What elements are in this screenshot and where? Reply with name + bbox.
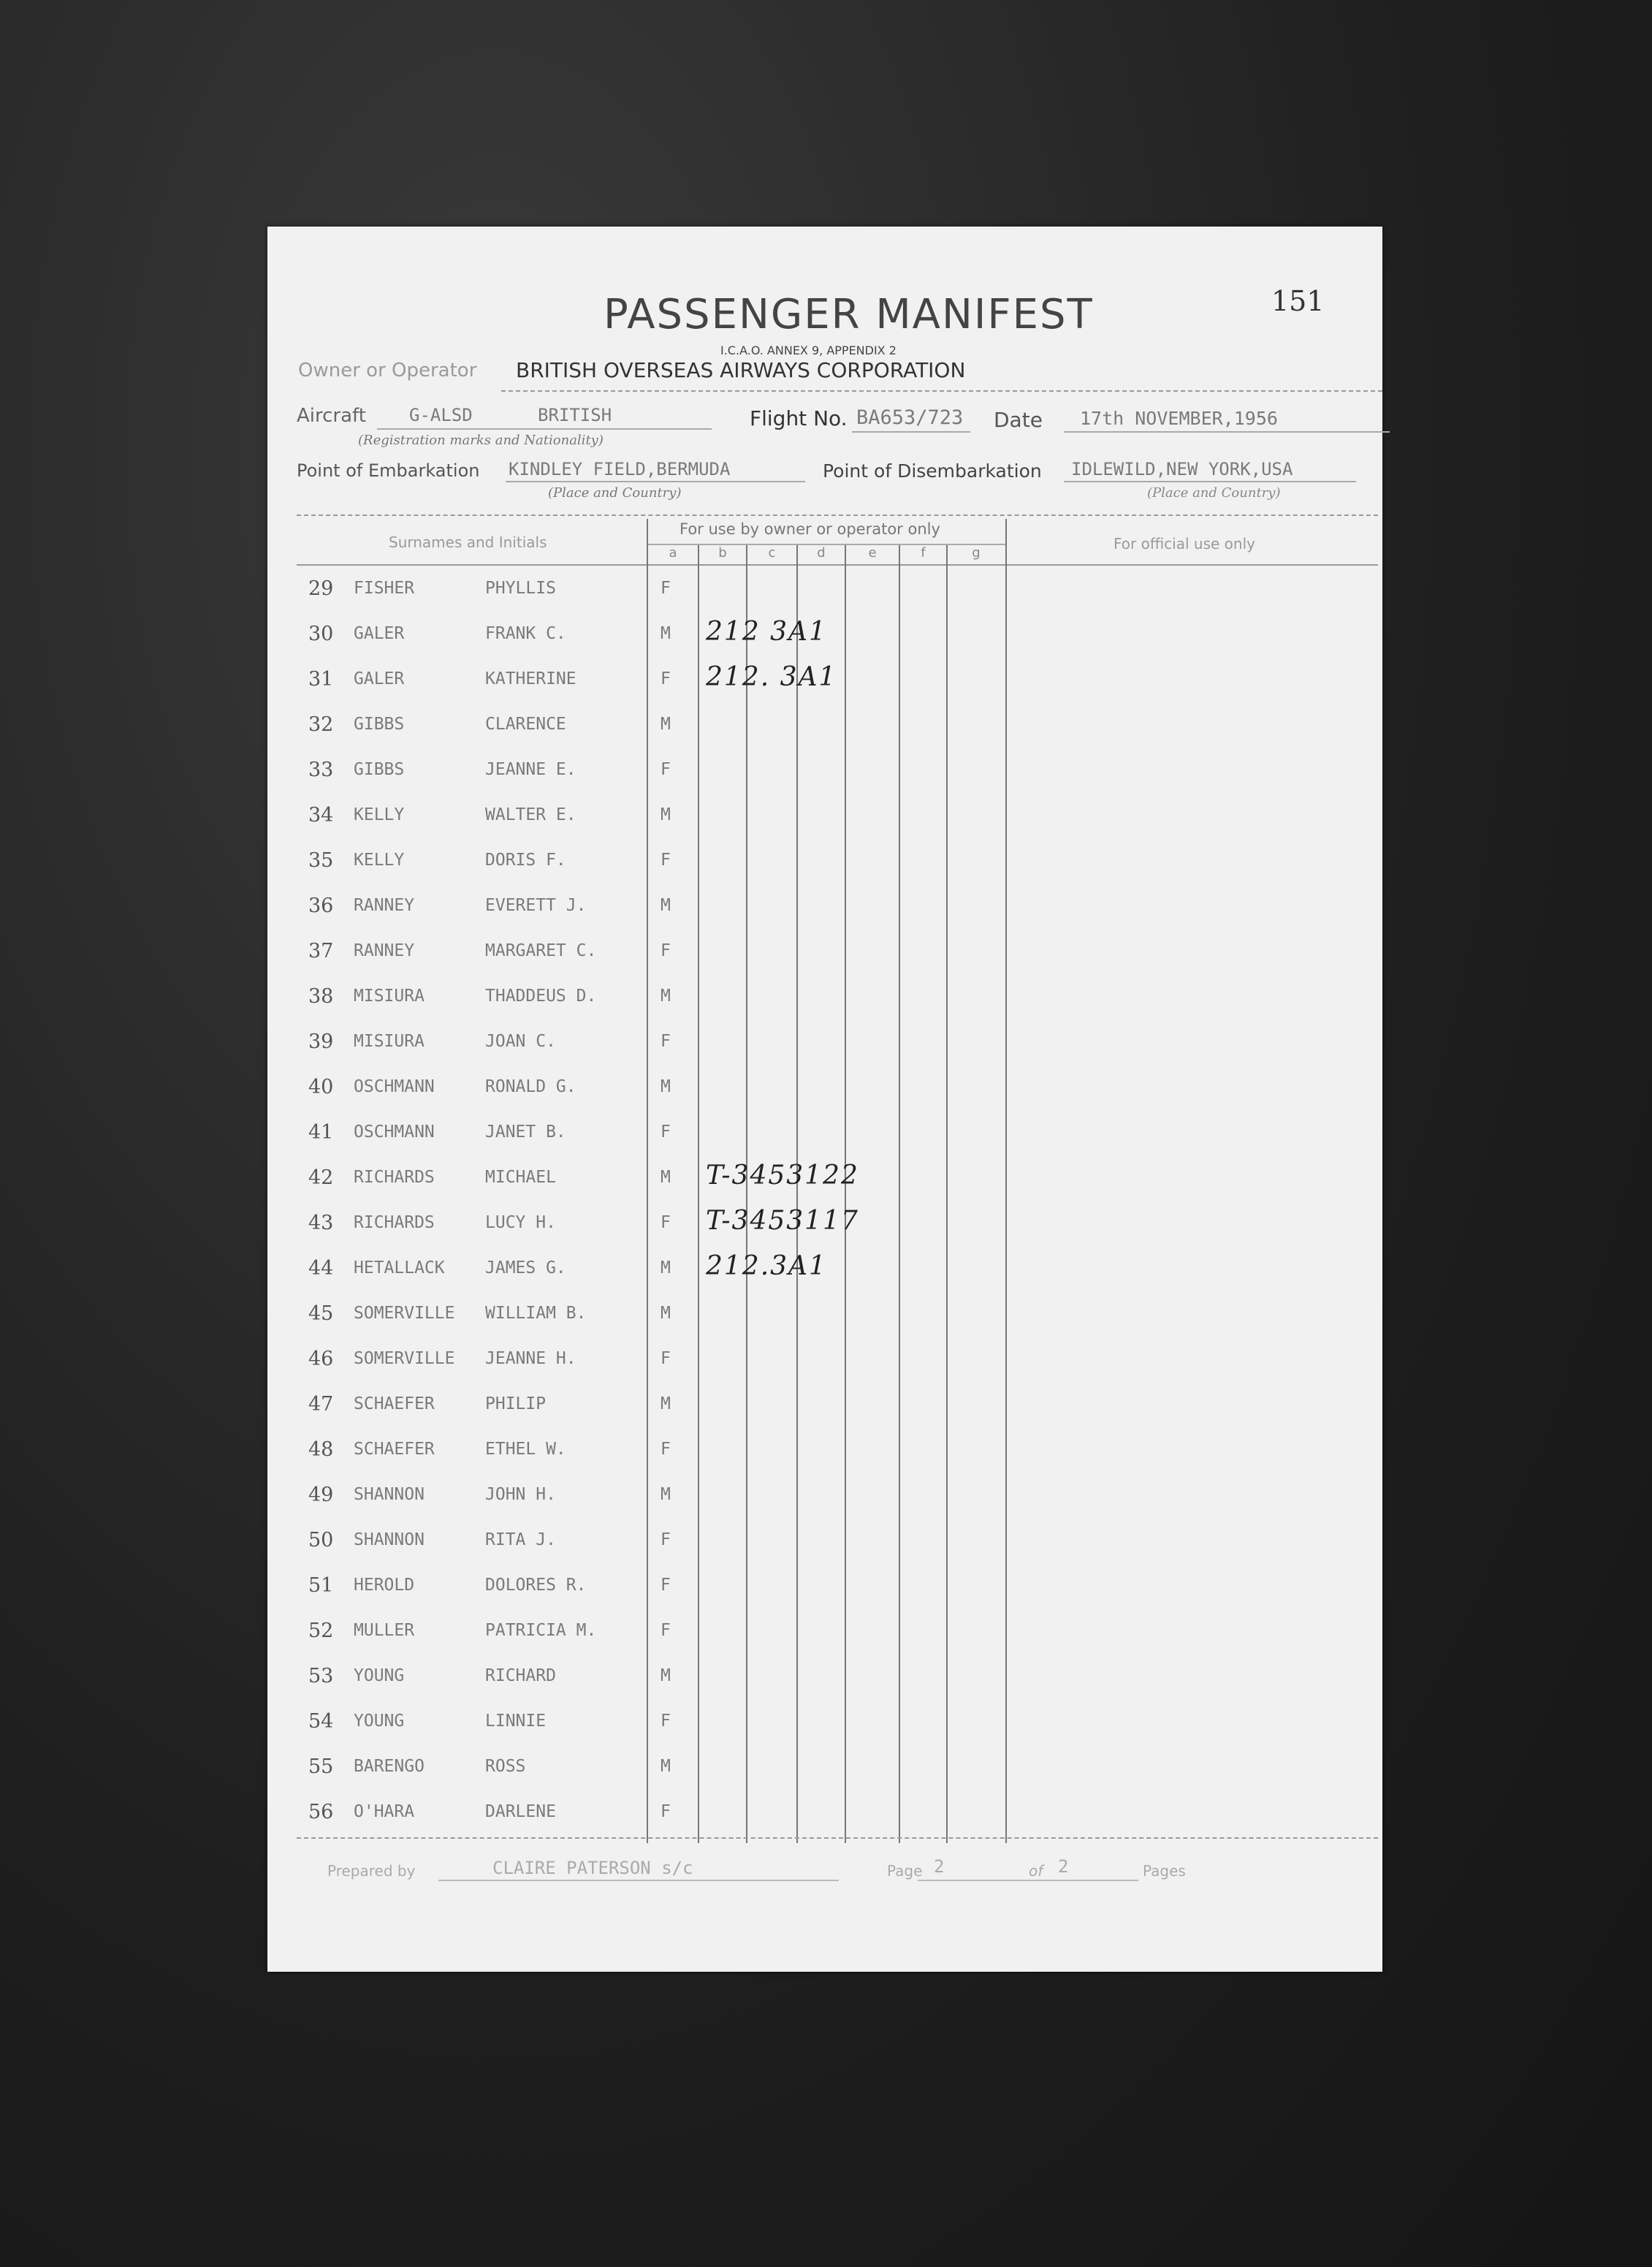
passenger-surname: SHANNON [354, 1485, 425, 1504]
passenger-given-names: PHYLLIS [485, 579, 556, 598]
column-surnames: Surnames and Initials [389, 533, 547, 551]
table-row [267, 845, 1382, 890]
passenger-given-names: RONALD G. [485, 1077, 576, 1096]
passenger-surname: GALER [354, 669, 405, 688]
aircraft-registration: G-ALSD [409, 405, 473, 425]
passenger-given-names: ROSS [485, 1757, 526, 1776]
row-number: 49 [308, 1484, 334, 1506]
row-number: 34 [308, 804, 334, 827]
passenger-sex: M [661, 1394, 671, 1413]
embarkation-label: Point of Embarkation [297, 460, 480, 481]
passenger-given-names: THADDEUS D. [485, 987, 597, 1006]
passenger-surname: GALER [354, 624, 405, 643]
document-subtitle: I.C.A.O. ANNEX 9, APPENDIX 2 [720, 343, 897, 357]
embarkation-caption: (Place and Country) [548, 485, 682, 501]
passenger-sex: M [661, 987, 671, 1006]
sub-column-b: b [718, 545, 727, 561]
table-row [267, 1570, 1382, 1615]
column-operator-use: For use by owner or operator only [680, 520, 940, 538]
row-number: 48 [308, 1438, 334, 1461]
passenger-given-names: JANET B. [485, 1123, 566, 1142]
table-row [267, 1524, 1382, 1570]
row-number: 52 [308, 1619, 334, 1642]
passenger-surname: RICHARDS [354, 1168, 435, 1187]
passenger-given-names: JAMES G. [485, 1258, 566, 1277]
table-row [267, 1298, 1382, 1343]
passenger-given-names: JOAN C. [485, 1032, 556, 1051]
passenger-sex: M [661, 1666, 671, 1685]
passenger-sex: M [661, 1168, 671, 1187]
table-row [267, 1117, 1382, 1162]
header-bottom-rule [297, 564, 1378, 566]
table-row [267, 1253, 1382, 1298]
row-number: 35 [308, 849, 334, 872]
passenger-given-names: KATHERINE [485, 669, 576, 688]
passenger-surname: RANNEY [354, 896, 415, 915]
passenger-sex: F [661, 760, 671, 779]
table-row [267, 573, 1382, 618]
document-title: PASSENGER MANIFEST [604, 291, 1094, 338]
table-row [267, 754, 1382, 800]
passenger-sex: F [661, 579, 671, 598]
row-number: 56 [308, 1801, 334, 1823]
table-row [267, 1162, 1382, 1207]
sub-column-e: e [868, 545, 877, 561]
aircraft-nationality: BRITISH [538, 405, 612, 425]
flight-line [852, 431, 970, 433]
pages-label: Pages [1143, 1862, 1186, 1880]
passenger-given-names: LUCY H. [485, 1213, 556, 1232]
passenger-sex: M [661, 896, 671, 915]
aircraft-caption: (Registration marks and Nationality) [358, 433, 604, 448]
row-number: 45 [308, 1302, 334, 1325]
row-number: 50 [308, 1529, 334, 1552]
passenger-given-names: MARGARET C. [485, 941, 597, 960]
row-number: 31 [308, 668, 334, 691]
passenger-surname: YOUNG [354, 1712, 405, 1731]
table-row [267, 981, 1382, 1026]
passenger-sex: M [661, 1258, 671, 1277]
passenger-sex: F [661, 1621, 671, 1640]
row-number: 39 [308, 1030, 334, 1053]
sub-column-f: f [921, 545, 926, 561]
table-row [267, 935, 1382, 981]
of-value: 2 [1058, 1856, 1069, 1877]
embarkation-line [506, 481, 805, 482]
row-number: 54 [308, 1710, 334, 1733]
handwritten-note: 212 3A1 [706, 617, 827, 647]
row-number: 33 [308, 759, 334, 781]
table-row [267, 1389, 1382, 1434]
passenger-surname: MISIURA [354, 1032, 425, 1051]
passenger-surname: RICHARDS [354, 1213, 435, 1232]
passenger-sex: F [661, 1440, 671, 1459]
table-row [267, 618, 1382, 664]
passenger-surname: O'HARA [354, 1802, 415, 1821]
passenger-given-names: DOLORES R. [485, 1576, 587, 1595]
passenger-sex: F [661, 1576, 671, 1595]
owner-value: BRITISH OVERSEAS AIRWAYS CORPORATION [516, 358, 966, 382]
table-row [267, 1660, 1382, 1706]
table-row [267, 1434, 1382, 1479]
passenger-given-names: ETHEL W. [485, 1440, 566, 1459]
passenger-sex: F [661, 1349, 671, 1368]
owner-label: Owner or Operator [298, 360, 477, 381]
prepared-by-line [438, 1880, 839, 1881]
sub-column-d: d [817, 545, 826, 561]
passenger-surname: SOMERVILLE [354, 1304, 455, 1323]
row-number: 41 [308, 1121, 334, 1144]
row-number: 47 [308, 1393, 334, 1416]
passenger-surname: YOUNG [354, 1666, 405, 1685]
handwritten-note: 212.3A1 [706, 1251, 827, 1281]
flight-number: BA653/723 [856, 406, 964, 429]
table-row [267, 664, 1382, 709]
prepared-by-label: Prepared by [327, 1862, 416, 1880]
manifest-sheet [267, 227, 1382, 1972]
disembarkation-caption: (Place and Country) [1147, 485, 1281, 501]
passenger-given-names: JEANNE H. [485, 1349, 576, 1368]
table-row [267, 1751, 1382, 1796]
passenger-given-names: FRANK C. [485, 624, 566, 643]
row-number: 40 [308, 1076, 334, 1098]
passenger-given-names: PATRICIA M. [485, 1621, 597, 1640]
column-official-use: For official use only [1114, 535, 1255, 552]
row-number: 30 [308, 623, 334, 645]
embarkation-value: KINDLEY FIELD,BERMUDA [509, 459, 731, 479]
passenger-sex: M [661, 715, 671, 734]
passenger-surname: SOMERVILLE [354, 1349, 455, 1368]
passenger-given-names: RICHARD [485, 1666, 556, 1685]
passenger-given-names: JOHN H. [485, 1485, 556, 1504]
row-number: 38 [308, 985, 334, 1008]
passenger-sex: F [661, 1213, 671, 1232]
row-number: 46 [308, 1348, 334, 1370]
row-number: 36 [308, 895, 334, 917]
passenger-sex: F [661, 1802, 671, 1821]
handwritten-note: T-3453117 [706, 1206, 859, 1236]
passenger-surname: SHANNON [354, 1530, 425, 1549]
table-top-rule [297, 514, 1378, 516]
passenger-surname: KELLY [354, 805, 405, 824]
flight-label: Flight No. [750, 406, 848, 430]
passenger-sex: F [661, 1530, 671, 1549]
row-number: 51 [308, 1574, 334, 1597]
row-number: 42 [308, 1166, 334, 1189]
passenger-sex: M [661, 1757, 671, 1776]
table-row [267, 1207, 1382, 1253]
date-label: Date [994, 408, 1043, 432]
passenger-surname: GIBBS [354, 760, 405, 779]
table-row [267, 1796, 1382, 1842]
prepared-by-value: CLAIRE PATERSON s/c [492, 1858, 693, 1878]
table-row [267, 1479, 1382, 1524]
passenger-sex: F [661, 669, 671, 688]
page-label: Page [887, 1862, 923, 1880]
of-label: of [1029, 1862, 1043, 1880]
passenger-surname: BARENGO [354, 1757, 425, 1776]
date-line [1064, 431, 1390, 433]
table-row [267, 1071, 1382, 1117]
sub-column-a: a [669, 545, 677, 561]
passenger-given-names: LINNIE [485, 1712, 547, 1731]
passenger-surname: HEROLD [354, 1576, 415, 1595]
passenger-sex: M [661, 1077, 671, 1096]
passenger-given-names: MICHAEL [485, 1168, 556, 1187]
disembarkation-value: IDLEWILD,NEW YORK,USA [1071, 459, 1293, 479]
passenger-sex: F [661, 851, 671, 870]
aircraft-label: Aircraft [297, 405, 366, 427]
table-row [267, 1026, 1382, 1071]
passenger-surname: SCHAEFER [354, 1394, 435, 1413]
row-number: 44 [308, 1257, 334, 1280]
row-number: 37 [308, 940, 334, 962]
table-row [267, 709, 1382, 754]
passenger-surname: SCHAEFER [354, 1440, 435, 1459]
passenger-sex: F [661, 941, 671, 960]
table-row [267, 890, 1382, 935]
sub-column-c: c [768, 545, 776, 561]
passenger-sex: M [661, 805, 671, 824]
handwritten-note: T-3453122 [706, 1161, 859, 1191]
passenger-given-names: EVERETT J. [485, 896, 587, 915]
passenger-given-names: DARLENE [485, 1802, 556, 1821]
passenger-surname: FISHER [354, 579, 415, 598]
row-number: 29 [308, 577, 334, 600]
passenger-surname: HETALLACK [354, 1258, 445, 1277]
passenger-surname: GIBBS [354, 715, 405, 734]
page-value: 2 [934, 1856, 945, 1877]
passenger-sex: M [661, 1485, 671, 1504]
table-row [267, 800, 1382, 845]
passenger-given-names: CLARENCE [485, 715, 566, 734]
passenger-surname: MULLER [354, 1621, 415, 1640]
table-row [267, 1615, 1382, 1660]
passenger-surname: OSCHMANN [354, 1077, 435, 1096]
disembarkation-label: Point of Disembarkation [823, 460, 1042, 482]
disembarkation-line [1064, 481, 1356, 482]
row-number: 53 [308, 1665, 334, 1687]
aircraft-line [377, 428, 712, 430]
handwritten-note: 212. 3A1 [706, 662, 837, 692]
passenger-sex: M [661, 624, 671, 643]
passenger-given-names: WALTER E. [485, 805, 576, 824]
passenger-sex: F [661, 1032, 671, 1051]
date-value: 17th NOVEMBER,1956 [1080, 408, 1278, 429]
passenger-given-names: DORIS F. [485, 851, 566, 870]
passenger-surname: OSCHMANN [354, 1123, 435, 1142]
passenger-given-names: RITA J. [485, 1530, 556, 1549]
passenger-sex: M [661, 1304, 671, 1323]
passenger-surname: RANNEY [354, 941, 415, 960]
table-row [267, 1706, 1382, 1751]
passenger-given-names: JEANNE E. [485, 760, 576, 779]
row-number: 55 [308, 1755, 334, 1778]
page-line [918, 1880, 1138, 1881]
passenger-surname: MISIURA [354, 987, 425, 1006]
table-bottom-rule [297, 1837, 1378, 1839]
passenger-given-names: WILLIAM B. [485, 1304, 587, 1323]
passenger-sex: F [661, 1712, 671, 1731]
row-number: 43 [308, 1212, 334, 1234]
passenger-sex: F [661, 1123, 671, 1142]
sub-column-g: g [972, 545, 981, 561]
passenger-surname: KELLY [354, 851, 405, 870]
passenger-given-names: PHILIP [485, 1394, 547, 1413]
owner-line [501, 390, 1382, 392]
page-number: 151 [1271, 285, 1325, 317]
row-number: 32 [308, 713, 334, 736]
table-row [267, 1343, 1382, 1389]
